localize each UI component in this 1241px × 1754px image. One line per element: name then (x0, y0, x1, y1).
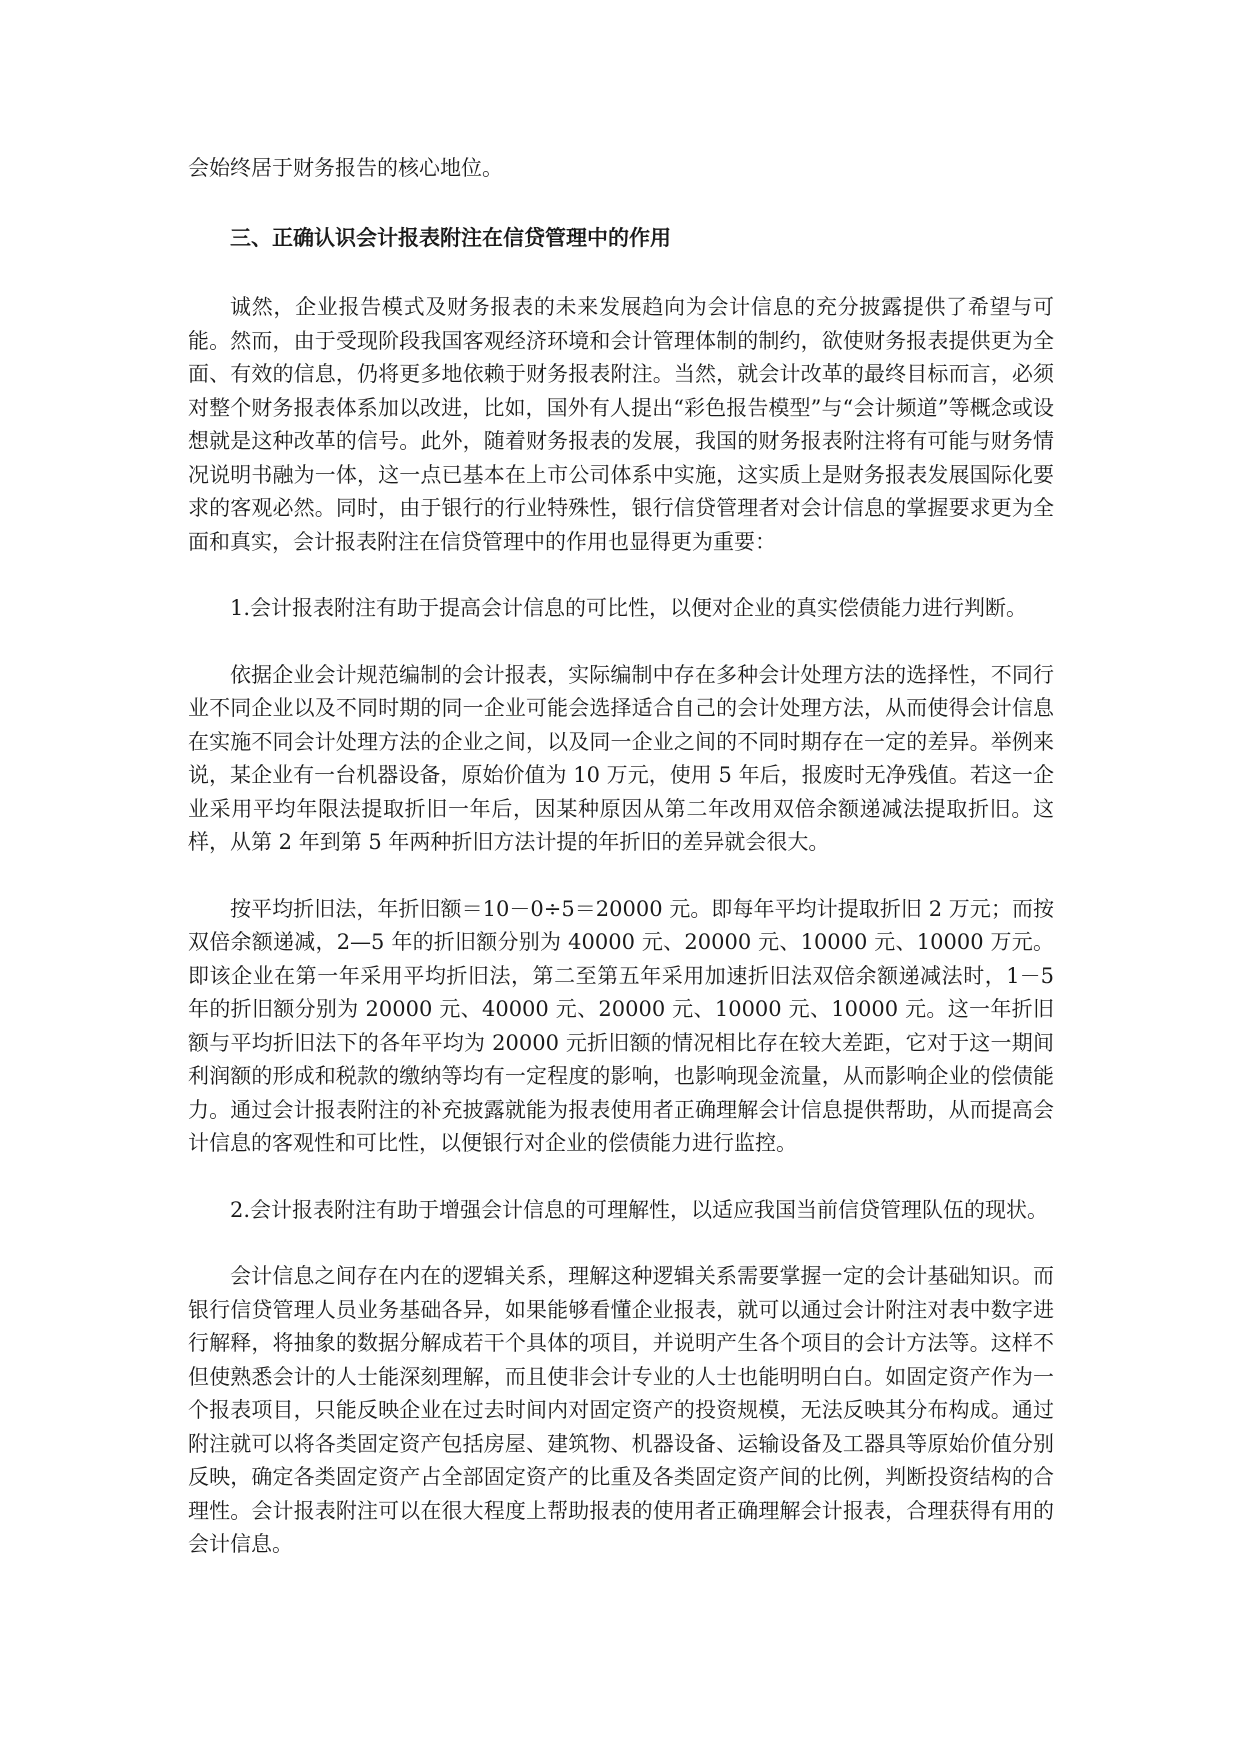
spacer (188, 559, 1054, 592)
section-heading: 三、正确认识会计报表附注在信贷管理中的作用 (230, 225, 671, 250)
opening-line: 会始终居于财务报告的核心地位。 (188, 156, 503, 180)
intro-paragraph: 诚然，企业报告模式及财务报表的未来发展趋向为会计信息的充分披露提供了希望与可能。然而，由于受现阶段我国客观经济环境和会计管理体制的制约，欲使财务报表提供更为全面、有效的信息，仍将更多地依赖于财务报表附注。当然，就会计改革的最终目标而言，必须对整个财务报表体系加以改进，比如，国外有人提出“彩色报告模型”与“会计频道”等概念或设想就是这种改革的信号。此外，随着财务报表的发展，我国的财务报表附注将有可能与财务情况说明书融为一体，这一点已基本在上市公司体系中实施，这实质上是财务报表发展国际化要求的客观必然。同时，由于银行的行业特殊性，银行信贷管理者对会计信息的掌握要求更为全面和真实，会计报表附注在信贷管理中的作用也显得更为重要： (188, 295, 1054, 554)
point-1-paragraph-2: 按平均折旧法，年折旧额＝10－0÷5＝20000 元。即每年平均计提取折旧 2 万元；而按双倍余额递减，2—5 年的折旧额分别为 40000 元、20000 元、10000 元、10000 万元。即该企业在第一年采用平均折旧法，第二至第五年采用加速折旧法双倍余额递减法时，1－5 年的折旧额分别为 20000 元、40000 元、20000 元、10000 元、10000 元。这一年折旧额与平均折旧法下的各年平均为 20000 元折旧额的情况相比存在较大差距，它对于这一期间利润额的形成和税款的缴纳等均有一定程度的影响，也影响现金流量，从而影响企业的偿债能力。通过会计报表附注的补充披露就能为报表使用者正确理解会计信息提供帮助，从而提高会计信息的客观性和可比性，以便银行对企业的偿债能力进行监控。 (188, 896, 1054, 1155)
point-1-paragraph-1: 依据企业会计规范编制的会计报表，实际编制中存在多种会计处理方法的选择性，不同行业不同企业以及不同时期的同一企业可能会选择适合自己的会计处理方法，从而使得会计信息在实施不同会计处理方法的企业之间，以及同一企业之间的不同时期存在一定的差异。举例来说，某企业有一台机器设备，原始价值为 10 万元，使用 5 年后，报废时无净残值。若这一企业采用平均年限法提取折旧一年后，因某种原因从第二年改用双倍余额递减法提取折旧。这样，从第 2 年到第 5 年两种折旧方法计提的年折旧的差异就会很大。 (188, 662, 1054, 854)
point-1-title: 1.会计报表附注有助于提高会计信息的可比性，以便对企业的真实偿债能力进行判断。 (230, 596, 1028, 620)
document-body (188, 152, 1054, 1562)
spacer (188, 626, 1054, 659)
spacer (188, 255, 1054, 291)
point-2-paragraph-1: 会计信息之间存在内在的逻辑关系，理解这种逻辑关系需要掌握一定的会计基础知识。而银行信贷管理人员业务基础各异，如果能够看懂企业报表，就可以通过会计附注对表中数字进行解释，将抽象的数据分解成若干个具体的项目，并说明产生各个项目的会计方法等。这样不但使熟悉会计的人士能深刻理解，而且使非会计专业的人士也能明明白白。如固定资产作为一个报表项目，只能反映企业在过去时间内对固定资产的投资规模，无法反映其分布构成。通过附注就可以将各类固定资产包括房屋、建筑物、机器设备、运输设备及工器具等原始价值分别反映，确定各类固定资产占全部固定资产的比重及各类固定资产间的比例，判断投资结构的合理性。会计报表附注可以在很大程度上帮助报表的使用者正确理解会计报表，合理获得有用的会计信息。 (188, 1264, 1054, 1556)
spacer (188, 860, 1054, 893)
spacer (188, 1161, 1054, 1194)
spacer (188, 1227, 1054, 1260)
spacer (188, 186, 1054, 222)
point-2-title: 2.会计报表附注有助于增强会计信息的可理解性，以适应我国当前信贷管理队伍的现状。 (230, 1197, 1049, 1222)
